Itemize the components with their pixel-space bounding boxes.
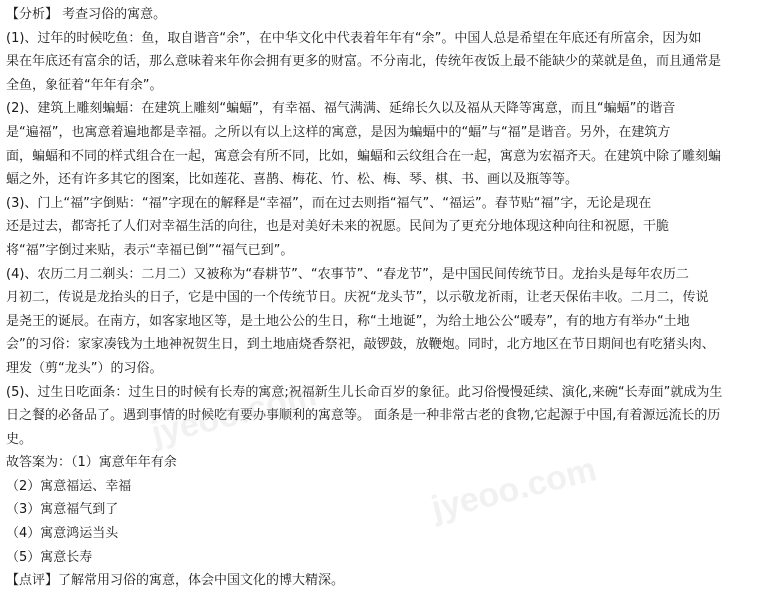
- point-1-line-1: (1)、过年的时候吃鱼：鱼，取自谐音“余”，在中华文化中代表着年年有“余”。中国人总是希望在年底还有所富余，因为如: [6, 30, 702, 46]
- point-4-line-4: 会”的习俗：家家凑钱为土地神祝贺生日，到土地庙烧香祭祀，敲锣鼓，放鞭炮。同时，北方地区在节日期间也有吃猪头肉、: [6, 337, 715, 353]
- analysis-heading: 【分析】 考查习俗的寓意。: [6, 7, 167, 22]
- point-2-line-2: 是“遍福”，也寓意着遍地都是幸福。之所以有以上这样的寓意，是因为蝙蝠中的“蝠”与“福”是谐音。另外，在建筑方: [6, 124, 671, 140]
- point-2-line-3: 面，蝙蝠和不同的样式组合在一起，寓意会有所不同，比如，蝙蝠和云纹组合在一起，寓意为宏福齐天。在建筑中除了雕刻蝙: [6, 148, 722, 164]
- point-3-line-2: 还是过去，都寄托了人们对幸福生活的向往，也是对美好未来的祝愿。民间为了更充分地体现这种向往和祝愿，干脆: [6, 219, 670, 235]
- answer-2: （2）寓意福运、幸福: [6, 478, 132, 494]
- point-4-line-2: 月初二，传说是龙抬头的日子，它是中国的一个传统节日。庆祝“龙头节”，以示敬龙祈雨，让老天保佑丰收。二月二，传说: [6, 290, 709, 306]
- point-5-line-2: 日之餐的必备品了。遇到事情的时候吃有要办事顺利的寓意等。 面条是一种非常古老的食物,它起源于中国,有着源远流长的历: [6, 408, 721, 424]
- point-4-line-3: 是尧王的诞辰。在南方，如客家地区等，是土地公公的生日，称“土地诞”，为给土地公公“暖寿”，有的地方有举办“土地: [6, 313, 690, 329]
- answer-3: （3）寓意福气到了: [6, 502, 119, 518]
- point-1-line-2: 果在年底还有富余的话，那么意味着来年你会拥有更多的财富。不分南北，传统年夜饭上最不能缺少的菜就是鱼，而且通常是: [6, 54, 722, 70]
- point-3-line-1: (3)、门上“福”字倒贴：“福”字现在的解释是“幸福”，而在过去则指“福气”、“福运”。春节贴“福”字，无论是现在: [6, 195, 652, 211]
- point-2-line-1: (2)、建筑上雕刻蝙蝠：在建筑上雕刻“蝙蝠”，有幸福、福气满满、延绵长久以及福从天降等寓意，而且“蝙蝠”的谐音: [6, 101, 676, 117]
- watermark-text: jyeoo.com: [427, 450, 601, 528]
- point-4-line-5: 理发（剪“龙头”）的习俗。: [6, 360, 163, 376]
- point-3-line-3: 将“福”字倒过来贴，表示“幸福已倒”“福气已到”。: [6, 242, 294, 258]
- watermark-text: jyeoo.com: [147, 375, 321, 453]
- answer-5: （5）寓意长寿: [6, 549, 93, 565]
- answer-intro: 故答案为：（1）寓意年年有余: [6, 455, 177, 471]
- point-1-line-3: 全鱼，象征着“年年有余”。: [6, 77, 163, 93]
- point-5-line-1: (5)、过生日吃面条：过生日的时候有长寿的寓意;祝福新生儿长命百岁的象征。此习俗慢慢延续、演化,来碗“长寿面”就成为生: [6, 384, 723, 400]
- comment-line: 【点评】了解常用习俗的寓意，体会中国文化的博大精深。: [6, 573, 345, 589]
- point-4-line-1: (4)、农历二月二剃头：二月二）又被称为“春耕节”、“农事节”、“春龙节”，是中国民间传统节日。龙抬头是每年农历二: [6, 266, 689, 282]
- point-5-line-3: 史。: [6, 431, 33, 447]
- point-2-line-4: 蝠之外，还有许多其它的图案，比如莲花、喜鹊、梅花、竹、松、梅、琴、棋、书、画以及瓶等等。: [6, 172, 579, 188]
- answer-4: （4）寓意鸿运当头: [6, 526, 119, 542]
